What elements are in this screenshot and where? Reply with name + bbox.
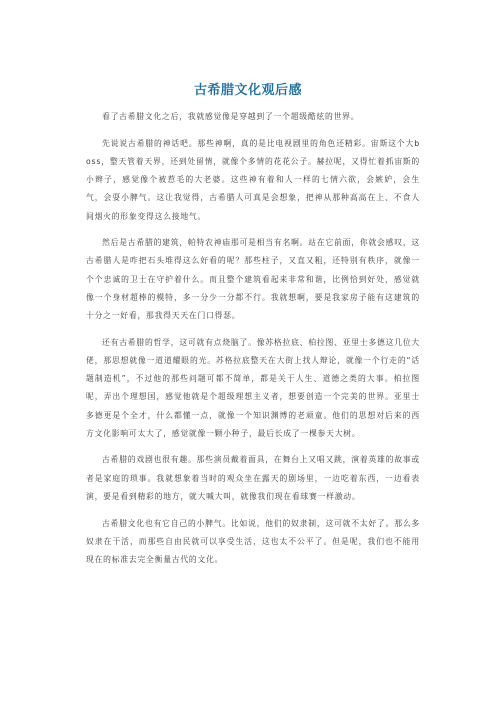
document-title: 古希腊文化观后感 xyxy=(193,83,302,98)
paragraph-slavery: 古希腊文化也有它自己的小脾气。比如说，他们的奴隶制，这可就不太好了。那么多奴隶在干活，而那些自由民就可以享受生活，这也太不公平了。但是呢，我们也不能用现在的标准去完全衡量古代的文化。 xyxy=(86,518,420,564)
paragraph-philosophy: 还有古希腊的哲学，这可就有点烧脑了。像苏格拉底、柏拉图、亚里士多德这几位大佬，那思想就像一道道耀眼的光。苏格拉底整天在大街上找人辩论，就像一个行走的“话题制造机”，不过他的那些问题可都不简单，都是关于人生、道德之类的大事。柏拉图呢，弄出个理想国，感觉他就是个超级理想主义者，想要创造一个完美的世界。亚里士多德更是个全才，什么都懂一点，就像一个知识渊博的老顽童。他们的思想对后来的西方文化影响可太大了，感觉就像一颗小种子，最后长成了一棵参天大树。 xyxy=(86,337,420,438)
paragraph-architecture: 然后是古希腊的建筑，帕特农神庙那可是相当有名啊。站在它前面，你就会感叹，这古希腊人是咋把石头堆得这么好看的呢？那些柱子，又直又粗，还特别有秩序，就像一个个忠诚的卫士在守护着什么。而且整个建筑看起来非常和谐，比例恰到好处，感觉就像一个身材超棒的模特，多一分少一分都不行。我就想啊，要是我家房子能有这建筑的十分之一好看，那我得天天在门口得瑟。 xyxy=(86,238,420,321)
document-body xyxy=(86,108,420,578)
paragraph-drama: 古希腊的戏剧也很有趣。那些演员戴着面具，在舞台上又唱又跳，演着英雄的故事或者是家庭的琐事。我就想象着当时的观众坐在露天的剧场里，一边吃着东西，一边看表演，要是看到精彩的地方，就大喊大叫，就像我们现在看球赛一样激动。 xyxy=(86,455,420,501)
paragraph-mythology: 先说说古希腊的神话吧。那些神啊，真的是比电视剧里的角色还精彩。宙斯这个大boss，整天管着天界，还到处留情，就像个多情的花花公子。赫拉呢，又得忙着抓宙斯的小辫子，感觉像个被惹毛的大老婆。这些神有着和人一样的七情六欲，会嫉妒，会生气，会耍小脾气。这让我觉得，古希腊人可真是会想象，把神从那种高高在上、不食人间烟火的形象变得这么接地气。 xyxy=(86,138,420,221)
paragraph-intro: 看了古希腊文化之后，我就感觉像是穿越到了一个超级酷炫的世界。 xyxy=(102,112,360,121)
